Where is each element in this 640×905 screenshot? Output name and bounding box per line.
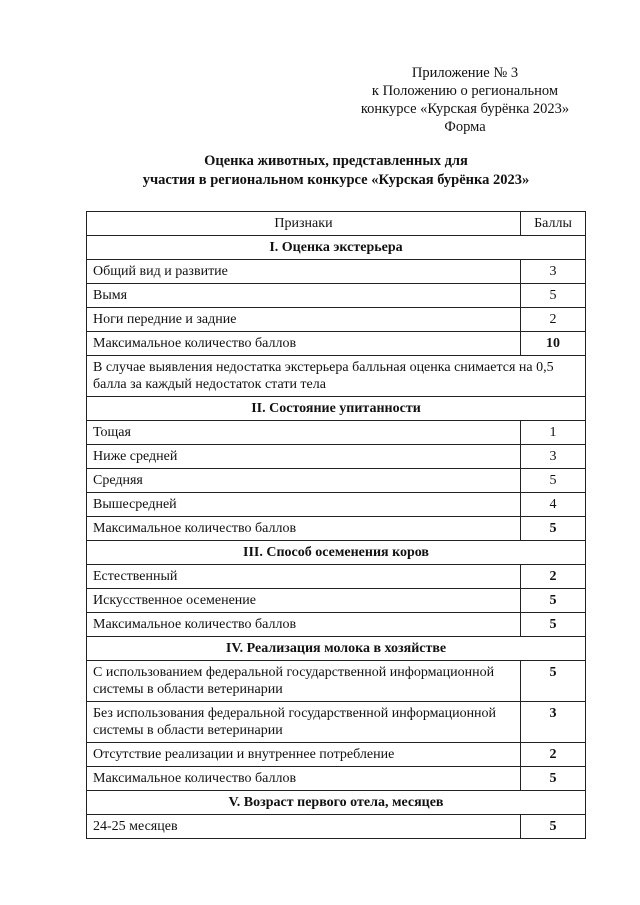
feature-cell: Вышесредней [87,493,521,517]
points-cell: 2 [521,308,586,332]
feature-cell: С использованием федеральной государственной информационной системы в области ветеринарии [87,661,521,702]
column-header-feature: Признаки [87,212,521,236]
feature-cell: Естественный [87,565,521,589]
note-row [87,356,586,397]
points-cell: 5 [521,815,586,839]
feature-cell: Вымя [87,284,521,308]
section-row [87,541,586,565]
feature-cell: Максимальное количество баллов [87,613,521,637]
points-cell: 3 [521,260,586,284]
title-line-2: участия в региональном конкурсе «Курская бурёнка 2023» [142,172,530,188]
section-row [87,397,586,421]
appendix-header [340,64,590,136]
section-row [87,791,586,815]
table-row [87,613,586,637]
points-cell: 3 [521,702,586,743]
points-cell: 2 [521,743,586,767]
section-title: V. Возраст первого отела, месяцев [87,791,586,815]
document-title [86,152,586,190]
note-text: В случае выявления недостатка экстерьера балльная оценка снимается на 0,5 балла за каждый недостаток стати тела [87,356,586,397]
table-row [87,469,586,493]
points-cell: 5 [521,661,586,702]
table-body [87,236,586,839]
table-row [87,284,586,308]
section-title: II. Состояние упитанности [87,397,586,421]
feature-cell: Тощая [87,421,521,445]
appendix-form-label: Форма [444,119,486,135]
feature-cell: Средняя [87,469,521,493]
scoring-table [86,211,586,839]
feature-cell: Без использования федеральной государственной информационной системы в области ветеринарии [87,702,521,743]
table-row [87,332,586,356]
table-row [87,517,586,541]
feature-cell: Искусственное осеменение [87,589,521,613]
feature-cell: Отсутствие реализации и внутреннее потребление [87,743,521,767]
table-row [87,260,586,284]
section-row [87,236,586,260]
points-cell: 5 [521,284,586,308]
points-cell: 4 [521,493,586,517]
feature-cell: Максимальное количество баллов [87,517,521,541]
table-row [87,565,586,589]
feature-cell: Максимальное количество баллов [87,767,521,791]
section-title: IV. Реализация молока в хозяйстве [87,637,586,661]
points-cell: 5 [521,589,586,613]
table-row [87,308,586,332]
points-cell: 3 [521,445,586,469]
table-header-row [87,212,586,236]
table-row [87,589,586,613]
table-row [87,767,586,791]
table-row [87,661,586,702]
points-cell: 5 [521,469,586,493]
feature-cell: Ноги передние и задние [87,308,521,332]
table-row [87,815,586,839]
points-cell: 10 [521,332,586,356]
section-row [87,637,586,661]
feature-cell: Максимальное количество баллов [87,332,521,356]
table-row [87,702,586,743]
section-title: I. Оценка экстерьера [87,236,586,260]
table-row [87,493,586,517]
table-row [87,445,586,469]
section-title: III. Способ осеменения коров [87,541,586,565]
feature-cell: 24-25 месяцев [87,815,521,839]
appendix-number: Приложение № 3 [411,65,519,81]
table-row [87,421,586,445]
points-cell: 2 [521,565,586,589]
title-line-1: Оценка животных, представленных для [204,153,468,169]
feature-cell: Общий вид и развитие [87,260,521,284]
points-cell: 5 [521,767,586,791]
appendix-reference: к Положению о региональном [371,83,559,99]
appendix-contest: конкурсе «Курская бурёнка 2023» [360,101,570,117]
feature-cell: Ниже средней [87,445,521,469]
table-row [87,743,586,767]
column-header-points: Баллы [521,212,586,236]
points-cell: 5 [521,613,586,637]
points-cell: 1 [521,421,586,445]
points-cell: 5 [521,517,586,541]
